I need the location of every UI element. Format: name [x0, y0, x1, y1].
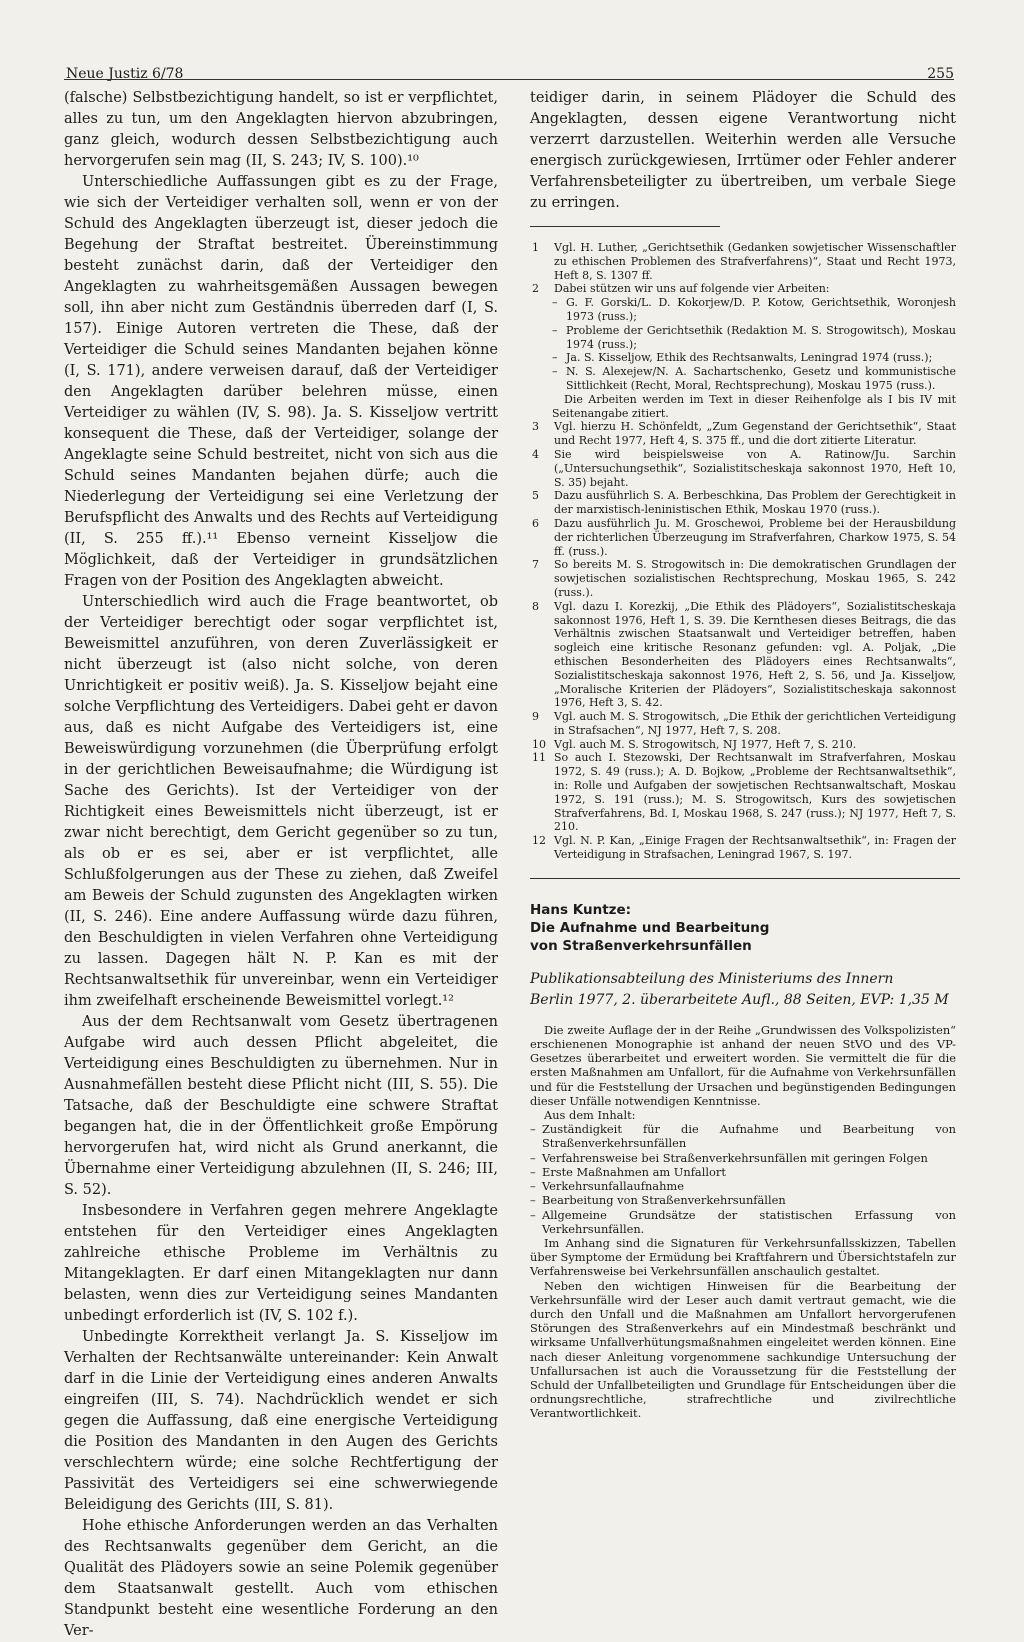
footnote-text: Vgl. dazu I. Korezkij, „Die Ethik des Plädoyers“, Sozialistitscheskaja sakonnost 1976, Heft 1, S. 39. Die Kernthesen dieses Beitrags, die das Verhältnis zwischen Staatsanwalt und Verteidiger betreffen, haben sogleich eine kritische Resonanz gefunden: vgl. A. Poljak, „Die ethischen Besonderheiten des Plädoyers eines Rechtsanwalts“, Sozialistitscheskaja sakonnost 1976, Heft 2, S. 56, und Ja. Kisseljow, „Moralische Kriterien der Plädoyers“, Sozialistitscheskaja sakonnost 1976, Heft 3, S. 42. — [554, 599, 956, 710]
footnote-number: 8 — [532, 599, 539, 613]
contents-item — [530, 1151, 956, 1165]
dash: – — [552, 365, 558, 379]
contents-item — [530, 1208, 956, 1236]
review-closing: Neben den wichtigen Hinweisen für die Bearbeitung der Verkehrsunfälle wird der Leser auch damit vertraut gemacht, wie die durch den Unfall und die Maßnahmen am Unfallort hervorgerufenen Störungen des Straßenverkehrs auf ein Mindestmaß beschränkt und wirksame Unfallverhütungsmaßnahmen eingeleitet werden können. Eine nach dieser Anleitung vorgenommene sachkundige Untersuchung der Unfallursachen ist auch die Voraussetzung für die Feststellung der Schuld der Unfallbeteiligten und Grundlage für Entscheidungen über die ordnungsrechtliche, strafrechtliche und zivilrechtliche Verantwortlichkeit. — [530, 1278, 956, 1421]
contents-item — [530, 1165, 956, 1179]
review-title-line: Die Aufnahme und Bearbeitung — [530, 919, 770, 936]
dash: – — [530, 1150, 536, 1165]
footnote-text: Sie wird beispielsweise von A. Ratinow/Ju. Sarchin („Untersuchungsethik“, Sozialistitscheskaja sakonnost 1970, Heft 10, S. 35) bejaht. — [554, 447, 956, 489]
contents-item-text: Allgemeine Grundsätze der statistischen Erfassung von Verkehrsunfällen. — [542, 1207, 956, 1236]
footnote-number: 6 — [532, 516, 539, 530]
footnote-number: 7 — [532, 558, 539, 572]
paragraph: Unterschiedliche Auffassungen gibt es zu der Frage, wie sich der Verteidiger verhalten soll, wenn er von der Schuld des Angeklagten überzeugt ist, dieser jedoch die Begehung der Straftat bestreitet. Übereinstimmung besteht zunächst darin, daß der Verteidiger den Angeklagten zu wahrheitsgemäßen Aussagen bewegen soll, ihn aber nicht zum Geständnis überreden darf (I, S. 157). Einige Autoren vertreten die These, daß der Verteidiger die Schuld seines Mandanten bejahen könne (I, S. 171), andere verweisen darauf, daß der Verteidiger den Angeklagten darüber belehren müsse, einen Verteidiger zu wählen (IV, S. 98). Ja. S. Kisseljow vertritt konsequent die These, daß der Verteidiger, solange der Angeklagte seine Schuld bestreitet, nicht von sich aus die Schuld seines Mandanten bejahen dürfe; auch die Niederlegung der Verteidigung sei eine Verletzung der Berufspflicht des Anwalts und des Rechts auf Verteidigung (II, S. 255 ff.).¹¹ Ebenso verneint Kisseljow die Möglichkeit, daß der Verteidiger in grundsätzlichen Fragen von der Position des Angeklagten abweicht. — [64, 174, 498, 589]
paragraph: Hohe ethische Anforderungen werden an das Verhalten des Rechtsanwalts gegenüber dem Gericht, an die Qualität des Plädoyers sowie an seine Polemik gegenüber dem Staatsanwalt gestellt. Auch vom ethischen Standpunkt besteht eine wesentliche Forderung an den Ver- — [64, 1518, 498, 1639]
footnote-text: Vgl. auch M. S. Strogowitsch, NJ 1977, Heft 7, S. 210. — [554, 737, 857, 751]
journal-issue: Neue Justiz 6/78 — [66, 66, 184, 82]
publisher-line: Berlin 1977, 2. überarbeitete Aufl., 88 Seiten, EVP: 1,35 M — [530, 991, 949, 1008]
paragraph: Unterschiedlich wird auch die Frage beantwortet, ob der Verteidiger berechtigt oder sogar verpflichtet ist, Beweismittel anzuführen, von deren Zuverlässigkeit er nicht überzeugt ist (also nicht solche, von deren Unrichtigkeit er positiv weiß). Ja. S. Kisseljow bejaht eine solche Verpflichtung des Verteidigers. Dabei geht er davon aus, daß es nicht Aufgabe des Verteidigers ist, eine Beweiswürdigung vorzunehmen (die Überprüfung erfolgt in der gerichtlichen Beweisaufnahme; die Würdigung ist Sache des Gerichts). Ist der Verteidiger von der Richtigkeit eines Beweismittels nicht überzeugt, ist er zwar nicht berechtigt, dem Gericht gegenüber so zu tun, als ob er es sei, aber er ist verpflichtet, alle Schlußfolgerungen aus der These zu ziehen, daß Zweifel am Beweis der Schuld zugunsten des Angeklagten wirken (II, S. 246). Eine andere Auffassung würde dazu führen, den Beschuldigten in vielen Verfahren ohne Verteidigung zu lassen. Dagegen hält N. P. Kan es mit der Rechtsanwaltsethik für unvereinbar, wenn ein Verteidiger ihm zweifelhaft erscheinende Beweismittel vorlegt.¹² — [64, 594, 498, 1009]
contents-item — [530, 1193, 956, 1207]
footnote-text: N. S. Alexejew/N. A. Sachartschenko, Gesetz und kommunistische Sittlichkeit (Recht, Moral, Rechtsprechung), Moskau 1975 (russ.). — [566, 365, 956, 392]
footnote-text: Dazu ausführlich S. A. Berbeschkina, Das Problem der Gerechtigkeit in der marxistisch-leninistischen Ethik, Moskau 1970 (russ.). — [554, 489, 956, 517]
footnote-number: 10 — [532, 737, 546, 751]
footnote — [530, 489, 956, 517]
review-divider — [530, 878, 960, 879]
footnote-number: 3 — [532, 420, 539, 434]
left-column — [64, 88, 498, 1642]
contents-item-text: Bearbeitung von Straßenverkehrsunfällen — [542, 1193, 786, 1208]
review-body — [530, 1023, 956, 1421]
dash: – — [530, 1179, 536, 1194]
dash: – — [530, 1122, 536, 1137]
footnote — [530, 282, 956, 296]
dash: – — [552, 323, 558, 337]
dash: – — [552, 296, 558, 310]
footnote — [530, 517, 956, 558]
footnote-number: 4 — [532, 447, 539, 461]
dash: – — [530, 1207, 536, 1222]
footnote-text: Vgl. auch M. S. Strogowitsch, „Die Ethik der gerichtlichen Verteidigung in Strafsachen“, NJ 1977, Heft 7, S. 208. — [554, 710, 956, 737]
footnote-number: 1 — [532, 241, 539, 254]
contents-item — [530, 1179, 956, 1193]
header-rule — [64, 79, 954, 80]
footnote-text: So bereits M. S. Strogowitsch in: Die demokratischen Grundlagen der sowjetischen sozialistischen Rechtsprechung, Moskau 1965, S. 242 (russ.). — [554, 558, 956, 599]
footnote — [530, 448, 956, 489]
footnote-number: 5 — [532, 489, 539, 503]
publisher-line: Publikationsabteilung des Ministeriums des Innern — [530, 970, 894, 987]
footnote-text: Dabei stützen wir uns auf folgende vier Arbeiten: — [554, 282, 830, 296]
footnote-text: Ja. S. Kisseljow, Ethik des Rechtsanwalts, Leningrad 1974 (russ.); — [566, 351, 933, 365]
footnote-text: So auch I. Stezowski, Der Rechtsanwalt im Strafverfahren, Moskau 1972, S. 49 (russ.); A. D. Bojkow, „Probleme der Rechtsanwaltsethik“, in: Rolle und Aufgaben der sowjetischen Rechtsanwaltschaft, Moskau 1972, S. 191 (russ.); M. S. Strogowitsch, Kurs des sowjetischen Strafverfahrens, Bd. I, Moskau 1968, S. 247 (russ.); NJ 1977, Heft 7, S. 210. — [554, 751, 956, 834]
review-intro: Die zweite Auflage der in der Reihe „Grundwissen des Volkspolizisten“ erschienenen Monographie ist anhand der neuen StVO und des VP-Gesetzes überarbeitet und erweitert worden. Sie vermittelt die für die ersten Maßnahmen am Unfallort, für die Aufnahme von Verkehrsunfällen und für die Feststellung der Ursachen und begünstigenden Bedingungen dieser Unfälle notwendigen Kenntnisse. — [530, 1022, 956, 1108]
footnote — [530, 600, 956, 710]
contents-item-text: Verkehrsunfallaufnahme — [542, 1179, 684, 1194]
footnote — [530, 751, 956, 834]
footnote-text: Vgl. hierzu H. Schönfeldt, „Zum Gegenstand der Gerichtsethik“, Staat und Recht 1977, Heft 4, S. 375 ff., und die dort zitierte Literatur. — [554, 420, 956, 448]
footnote-number: 9 — [532, 710, 539, 724]
contents-item — [530, 1122, 956, 1150]
footnote-text: Probleme der Gerichtsethik (Redaktion M. S. Strogowitsch), Moskau 1974 (russ.); — [566, 323, 956, 351]
footnote-list-item — [552, 296, 956, 324]
contents-item-text: Verfahrensweise bei Straßenverkehrsunfällen mit geringen Folgen — [542, 1150, 928, 1165]
footnote — [530, 710, 956, 738]
footnote-divider — [530, 226, 720, 227]
dash: – — [552, 351, 558, 365]
paragraph: Insbesondere in Verfahren gegen mehrere Angeklagte entstehen für den Verteidiger eines Angeklagten zahlreiche ethische Probleme im Verhältnis zu Mitangeklagten. Er darf einen Mitangeklagten nur dann belasten, wenn dies zur Verteidigung seines Mandanten unbedingt erforderlich ist (IV, S. 102 f.). — [64, 1203, 498, 1324]
footnote — [530, 834, 956, 862]
review-appendix: Im Anhang sind die Signaturen für Verkehrsunfallsskizzen, Tabellen über Symptome der Ermüdung bei Kraftfahrern und Übersichtstafeln zur Verfahrensweise bei Verkehrsunfällen anschaulich gestaltet. — [530, 1235, 956, 1279]
footnote — [530, 738, 956, 752]
footnote-number: 2 — [532, 282, 539, 296]
dash: – — [530, 1164, 536, 1179]
footnote-note: Die Arbeiten werden im Text in dieser Reihenfolge als I bis IV mit Seitenangabe zitiert. — [552, 392, 956, 420]
dash: – — [530, 1193, 536, 1208]
footnote-number: 12 — [532, 834, 546, 848]
paragraph: Unbedingte Korrektheit verlangt Ja. S. Kisseljow im Verhalten der Rechtsanwälte untereinander: Kein Anwalt darf in die Linie der Verteidigung eines anderen Anwalts eingreifen (III, S. 74). Nachdrücklich wendet er sich gegen die Auffassung, daß eine energische Verteidigung die Position des Mandanten in den Augen des Gerichts verschlechtern würde; eine solche Rechtfertigung der Passivität des Verteidigers sei eine schwerwiegende Beleidigung des Gerichts (III, S. 81). — [64, 1329, 498, 1513]
review-publisher — [530, 969, 956, 1011]
contents-item-text: Erste Maßnahmen am Unfallort — [542, 1164, 726, 1179]
review-title-line: von Straßenverkehrsunfällen — [530, 937, 752, 954]
right-column — [530, 88, 956, 1421]
footnotes — [530, 241, 956, 862]
review-author: Hans Kuntze: — [530, 901, 632, 918]
book-review — [530, 901, 956, 1421]
paragraph: (falsche) Selbstbezichtigung handelt, so ist er verpflichtet, alles zu tun, um den Angeklagten hiervon abzubringen, ganz gleich, wodurch dessen Selbstbezichtigung auch hervorgerufen sein mag (II, S. 243; IV, S. 100).¹⁰ — [64, 90, 498, 169]
footnote-text: Vgl. N. P. Kan, „Einige Fragen der Rechtsanwaltsethik“, in: Fragen der Verteidigung in Strafsachen, Leningrad 1967, S. 197. — [554, 834, 956, 862]
footnote-text: Dazu ausführlich Ju. M. Groschewoi, Probleme bei der Herausbildung der richterlichen Überzeugung im Strafverfahren, Charkow 1975, S. 54 ff. (russ.). — [554, 516, 956, 558]
footnote-text: Vgl. H. Luther, „Gerichtsethik (Gedanken sowjetischer Wissenschaftler zu ethischen Problemen des Strafverfahrens)“, Staat und Recht 1973, Heft 8, S. 1307 ff. — [554, 241, 956, 282]
contents-label: Aus dem Inhalt: — [544, 1108, 636, 1123]
footnote — [530, 241, 956, 282]
footnote — [530, 420, 956, 448]
contents-item-text: Zuständigkeit für die Aufnahme und Bearbeitung von Straßenverkehrsunfällen — [542, 1122, 956, 1151]
footnote-number: 11 — [532, 751, 546, 765]
paragraph: Aus der dem Rechtsanwalt vom Gesetz übertragenen Aufgabe wird auch dessen Pflicht abgeleitet, die Verteidigung eines Beschuldigten zu übernehmen. Nur in Ausnahmefällen besteht diese Pflicht nicht (III, S. 55). Die Tatsache, daß der Beschuldigte eine schwere Straftat begangen hat, die in der Öffentlichkeit große Empörung hervorgerufen hat, wird nicht als Grund anerkannt, die Übernahme einer Verteidigung abzulehnen (II, S. 246; III, S. 52). — [64, 1014, 498, 1198]
footnote-text: G. F. Gorski/L. D. Kokorjew/D. P. Kotow, Gerichtsethik, Woronjesh 1973 (russ.); — [566, 296, 956, 323]
continued-paragraph: teidiger darin, in seinem Plädoyer die Schuld des Angeklagten, dessen eigene Verantwortung nicht verzerrt darzustellen. Weiterhin werden alle Versuche energisch zurückgewiesen, Irrtümer oder Fehler anderer Verfahrensbeteiligter zu übertreiben, um verbale Siege zu erringen. — [530, 90, 956, 211]
footnote-list-item — [552, 351, 956, 365]
footnote-list-item — [552, 324, 956, 352]
footnote-list-item — [552, 365, 956, 393]
footnote — [530, 558, 956, 599]
page-number: 255 — [927, 66, 954, 82]
